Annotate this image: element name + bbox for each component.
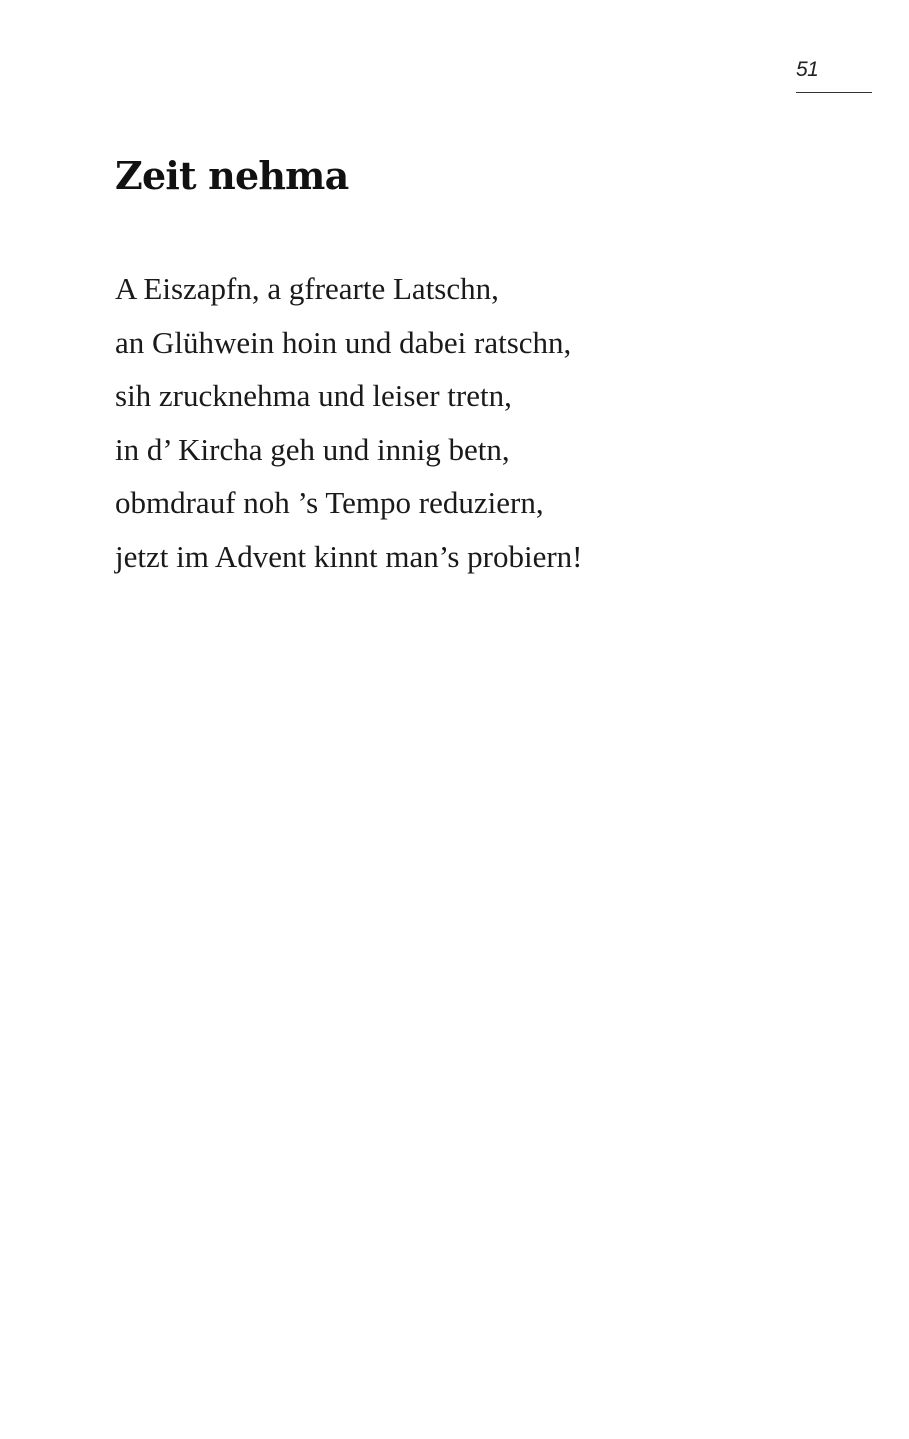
- page-number: 51: [796, 58, 819, 81]
- poem-line: obmdrauf noh ’s Tempo reduziern,: [115, 485, 544, 521]
- poem-line: in d’ Kircha geh und innig betn,: [115, 431, 510, 467]
- page-number-rule: [796, 92, 872, 93]
- poem-line: an Glühwein hoin und dabei ratschn,: [115, 324, 572, 360]
- poem-body: [115, 262, 583, 584]
- poem-title: Zeit nehma: [115, 153, 349, 198]
- poem-line: sih zrucknehma und leiser tretn,: [115, 378, 512, 414]
- poem-line: A Eiszapfn, a gfrearte Latschn,: [115, 271, 499, 306]
- poem-line: jetzt im Advent kinnt man’s probiern!: [115, 538, 583, 574]
